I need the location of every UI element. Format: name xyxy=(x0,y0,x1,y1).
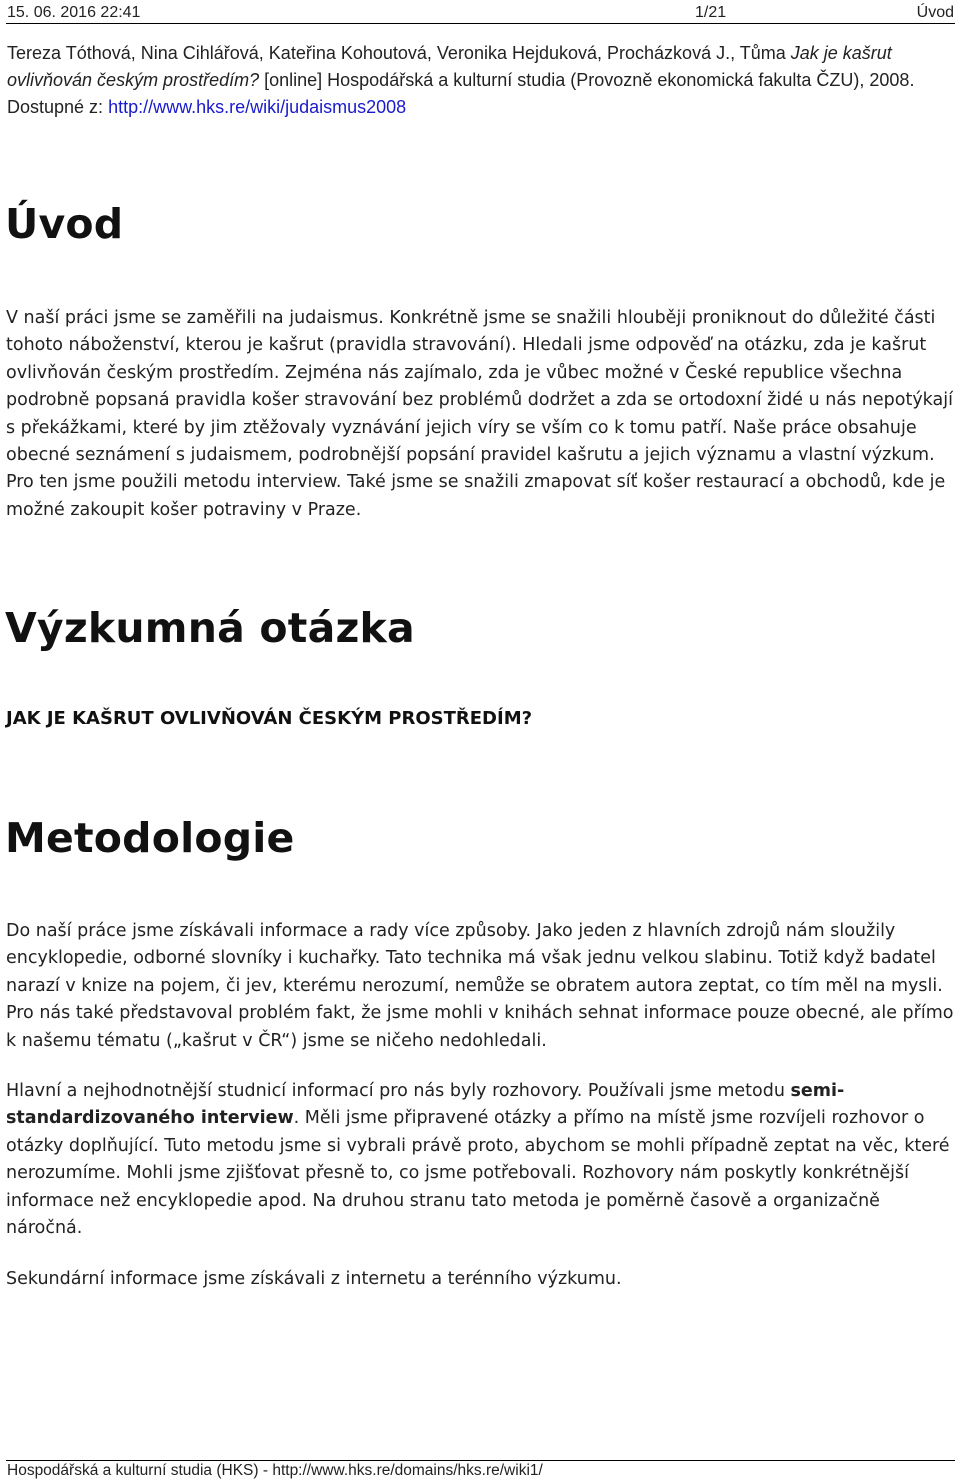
heading-uvod: Úvod xyxy=(5,200,124,248)
citation-title: Jak je kašrut ovlivňován českým prostředím? xyxy=(7,43,892,90)
heading-vyzkumna-otazka: Výzkumná otázka xyxy=(5,604,415,652)
bold-term: semi-standardizovaného interview xyxy=(6,1081,845,1129)
footer-divider xyxy=(6,1460,955,1461)
page-footer: Hospodářská a kulturní studia (HKS) - http://www.hks.re/domains/hks.re/wiki1/ xyxy=(7,1462,543,1479)
paragraph-text: Hlavní a nejhodnotnější studnicí informací pro nás byly rozhovory. Používali jsme metodu xyxy=(6,1081,791,1101)
paragraph-text: . Měli jsme připravené otázky a přímo na místě jsme rozvíjeli rozhovor o otázky doplňující. Tuto metodu jsme si vybrali právě proto, abychom se mohli případně zeptat na věc, které nerozumíme. Mohli jsme zjišťovat přesně to, co jsme potřebovali. Rozhovory nám poskytly konkrétnější informace než encyklopedie apod. Na druhou stranu tato metoda je poměrně časově a organizačně náročná. xyxy=(6,1108,950,1239)
header-divider xyxy=(6,23,955,24)
citation-source: [online] Hospodářská a kulturní studia (Provozně ekonomická fakulta ČZU), 2008. Dostupné z: xyxy=(7,70,915,117)
paragraph-metodologie-1: Do naší práce jsme získávali informace a rady více způsoby. Jako jeden z hlavních zdrojů nám sloužily encyklopedie, odborné slovníky i kuchařky. Tato technika má však jednu velkou slabinu. Totiž když badatel narazí v knize na pojem, či jev, kterému nerozumí, nemůže se obratem autora zeptat, co tím měl na mysli. Pro nás také představoval problém fakt, že jsme mohli v knihách sehnat informace pouze obecné, ale přímo k našemu tématu („kašrut v ČR“) jsme se ničeho nedohledali. xyxy=(6,921,954,1051)
paragraph-metodologie-2 xyxy=(6,1078,958,1242)
citation-authors: Tereza Tóthová, Nina Cihlářová, Kateřina Kohoutová, Veronika Hejduková, Procházková J., Tůma xyxy=(7,43,791,63)
research-question: JAK JE KAŠRUT OVLIVŇOVÁN ČESKÝM PROSTŘEDÍM? xyxy=(6,708,533,729)
header-page-counter: 1/21 xyxy=(695,4,727,21)
paragraph-metodologie-3: Sekundární informace jsme získávali z internetu a terénního výzkumu. xyxy=(6,1269,622,1289)
heading-metodologie: Metodologie xyxy=(5,814,295,862)
header-section-title: Úvod xyxy=(916,4,954,21)
header-datetime: 15. 06. 2016 22:41 xyxy=(7,4,141,21)
page-header xyxy=(7,4,954,24)
citation-link[interactable]: http://www.hks.re/wiki/judaismus2008 xyxy=(108,97,407,117)
citation xyxy=(7,40,955,121)
paragraph-uvod: V naší práci jsme se zaměřili na judaismus. Konkrétně jsme se snažili hlouběji proniknout do důležité části tohoto náboženství, kterou je kašrut (pravidla stravování). Hledali jsme odpověď na otázku, zda je kašrut ovlivňován českým prostředím. Zejména nás zajímalo, zda je vůbec možné v České republice všechna podrobně popsaná pravidla košer stravování bez problémů dodržet a zda se ortodoxní židé u nás nepotýkají s překážkami, které by jim ztěžovaly vyznávání jejich víry se vším co k tomu patří. Naše práce obsahuje obecné seznámení s judaismem, podrobnější popsání pravidel kašrutu a jejich významu a vlastní výzkum. Pro ten jsme použili metodu interview. Také jsme se snažili zmapovat síť košer restaurací a obchodů, kde je možné zakoupit košer potraviny v Praze. xyxy=(6,308,953,520)
